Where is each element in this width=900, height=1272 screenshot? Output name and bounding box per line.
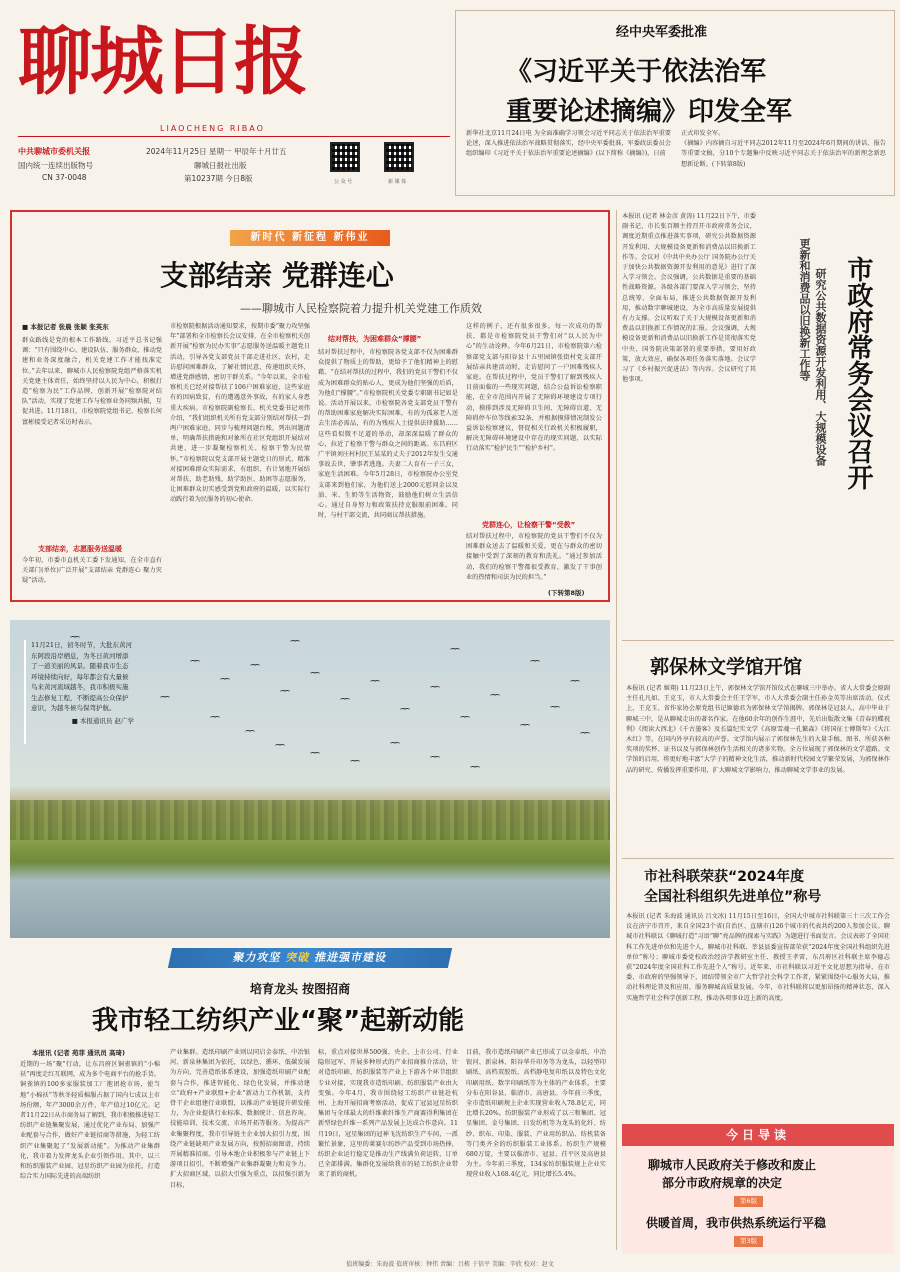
award-body: 本报讯 (记者 朱海波 通讯员 吕文冰) 11月15日至16日，全国大中城市社科联第三十三次工作会议在济宁市召开，来自全国23个省(自治区、直辖市)126个城市的代表共约200人参加会议。聊城市社科联以《聊城打造“习语”聊”亮品牌的探索与实践》为题进行书面发言。会议表彰了全国社科工作先进单位和先进个人，聊城市社科联、莘县县委宣传部荣获“2024年度全国社科组织先进单位”称号；聊城市委党校政治经济学教研室主任、教授王孝雷，东昌府区社科联主席李德志获“2024年度全国社科工作先进个人”称号。近年来，市社科联以习近平文化思想为指导，在市委、市政府的坚强领导下，团结带领全市广大哲学社会科学工作者，紧紧围绕中心服务大局，推动社科理论普及和应用，服务聊城高质量发展。今年，市社科联将以更加昂扬的精神状态，深入实施哲学社会科学创新工程，推动各项事业迈上新的高度。 <box>626 913 890 1002</box>
industry-byline: 本报讯 (记者 苑菲 通讯员 高琦) <box>32 1049 125 1057</box>
photo-caption: 11月21日，初冬时节，大批东黄河东阿段沿岸栖息，为冬日黄河增添了一道美丽的风景。随着我市生态环境持续向好，每年都会有大量候鸟来黄河流域越冬，我市积极实施生态修复工程，不断提高公众保护意识，为越冬候鸟保驾护航。 ■ 本报通讯员 赵广学 <box>24 640 134 744</box>
footer-credits: 值班编委：朱海波 值班审核：钟伟 责编：吕栋 于信平 美编：辛欣 校对：赵文 <box>346 1261 554 1268</box>
bird-silhouette <box>290 640 300 645</box>
meeting-subtitle-1: 研究公共数据资源开发利用、大规模设备 <box>814 268 827 466</box>
museum-title[interactable]: 郭保林文学馆开馆 <box>650 656 803 678</box>
feature-col3: 结对帮扶过程中，市检察院各党支部不仅为困难群众提供了物质上的帮助，更给予了他们精神上的慰藉。“在结对帮扶的过程中，我们的党员干警们不仅成为困难群众的贴心人，更成为他们坚强的后盾，为他们“撑腰”。”市检察院机关党委专职副书记如是说。活动开展以来，市检察院各党支部党员干警有的帮助困难家庭解决实际困难，有的为孤寡老人送去生活必需品，有的为残疾人士提供法律援助……这些看似微不足道的举动，却深深温暖了群众的心，拉近了检察干警与群众之间的距离。东昌府区广平镇刘庄村村民王某某的丈夫于2012年发生交通事故去世，肇事者逃逸。夫妻二人育有一子三女，家庭生活困难。今年5月28日，市检察院办公室党支部来到他们家，为他们送上2000元慰问金以及油、米、生奶等生活物资，鼓励他们树立生活信心。通过自身努力和政策扶持克服眼前困难。同时，与村干部交流，共同商议帮扶措施。 <box>318 349 458 520</box>
bird-silhouette <box>530 660 540 665</box>
photo-credit: ■ 本报通讯员 赵广学 <box>71 716 134 725</box>
bird-silhouette <box>400 708 410 713</box>
bird-silhouette <box>580 732 590 737</box>
bird-silhouette <box>430 756 440 761</box>
bird-silhouette <box>250 664 260 669</box>
guide-item1-tag: 第6版 <box>734 1196 763 1207</box>
qr-code-new-media[interactable] <box>384 142 414 172</box>
qr-label-2: 新 媒 体 <box>388 179 407 185</box>
feature-title[interactable]: 支部结亲 党群连心 <box>160 259 394 292</box>
feature-byline: ■ 本报记者 张晨 张颖 张英东 <box>22 323 109 331</box>
award-title-line1[interactable]: 市社科联荣获“2024年度 <box>644 869 805 885</box>
industry-banner: 聚力攻坚 突破 推进强市建设 <box>168 948 452 968</box>
feature-continue: (下转第8版) <box>548 589 585 597</box>
divider-award <box>622 858 894 859</box>
bird-silhouette <box>460 716 470 721</box>
guide-item2[interactable]: 供暖首周，我市供热系统运行平稳 <box>646 1216 827 1230</box>
masthead-pinyin: LIAOCHENG RIBAO <box>160 124 265 133</box>
bird-silhouette <box>245 730 255 735</box>
feature-kicker: 新时代 新征程 新伟业 <box>230 230 390 246</box>
feature-col1b: 今年初，市委市直机关工委下发通知，在全市直有关部门(单位)广泛开展“支部结亲 党群连心 聚力灾疑”活动。 <box>22 557 162 585</box>
bird-silhouette <box>350 760 360 765</box>
divider-museum <box>622 640 894 641</box>
feature-subhead-1: 支部结亲，志愿服务送温暖 <box>38 545 122 553</box>
bird-silhouette <box>370 680 380 685</box>
issue-date: 2024年11月25日 星期一 甲辰年十月廿五 <box>146 147 287 156</box>
masthead-divider <box>18 136 450 137</box>
feature-col2: 市检察院根据活动通知要求，按期市委“聚力攻坚强年”部署和全市检察长会议安排，在全市检察机关创新开展“检察为民办实事”志愿服务送温暖主题党日活动，引导各党支部党员干部走进社区、农村，走访慰问困难群众，了解社情民意，传递组织关怀，增进党群感情，密切干群关系。“今年以来，全市检察机关已经对接帮扶了106户困难家庭，这些家庭有的因病致贫，有的遭遇意外事故，有的家人身患重大疾病。市检察院副检察长、机关党委书记刘伟介绍，“我们组织机关所有党支部分别结对帮扶一到两户困难家庭，同步与梳理问题台账，列出问题清单，明确帮扶措施和对象所在社区党组织开展结对共建，进一步凝聚检察机关、检察干警为民情怀。”市检察院以党支部开展主题党日的形式，精准对接困难群众实际需求，有组织、有计划地开展结对帮扶，助老助残、助学助医、助困等志愿服务，让困难群众切实感受到党和政府的温暖，以实际行动践行着为民服务的初心使命。 <box>170 323 310 504</box>
cn-code: 国内统一连续出版物号 <box>18 161 93 170</box>
industry-title[interactable]: 我市轻工纺织产业“聚”起新动能 <box>92 1006 465 1036</box>
industry-col1: 近期的一场“聚”行动，让东昌府区铜雀镇的“小棉袄”再度走红互联网，成为多个电商平台的抢手货。铜雀镇的100多家服装加工厂抱团抢市场，使当地“小棉袄”等秋冬轻质棉服占据了国内七成以上市场份额，年产3000余万件，年产值过10亿元。记者11月22日从市商务局了解到，我市积极推进轻工纺织产业链集聚发展，通过优化产业布局、加强产业配套与合作，做好产业链招商等措施，为轻工纺织产业集聚起了“发展新动能”。为推动产业集群化，我市着力发挥龙头企业引领作用。其中，以三和纺织服装产业园、冠星纺织产业园为依托，打造综合实力国际先进的高端纺织 <box>20 1061 160 1181</box>
top-story-col1: 新华社北京11月24日电 为全面准确学习领会习近平同志关于依法治军重要论述，深入推进依法治军战略贯彻落实，经中央军委批准，军委政法委员会组织编印《习近平关于依法治军重要论述摘编》(以下简称《摘编》)，日前 <box>466 130 671 158</box>
qr-code-official-account[interactable] <box>330 142 360 172</box>
meeting-title[interactable]: 市政府常务会议召开 <box>843 256 873 490</box>
guide-item1-line1[interactable]: 聊城市人民政府关于修改和废止 <box>648 1158 817 1172</box>
bird-silhouette <box>520 724 530 729</box>
qr-label-1: 公 众 号 <box>334 179 353 185</box>
bird-silhouette <box>550 706 560 711</box>
industry-col2: 产业集群。造纸印刷产业则以同启金泰纸、中冶银河、新泉林集团为依托，以绿色、循环、低碳发展为方向，完善造纸体系建设，加强造纸印刷产业配套与合作，推进智能化、绿色化发展，并推动建立“政府+产业联盟+企业”新动力工作机制，支持骨干企业组建行业联盟，以推动产业链提升研发能力，为企业提供行业标准、数据统计、信息咨询、技能培训、技术交流、市场开拓等服务。为提高产业集聚程度，我市引导链主企业加大招引力度，围绕产业链缺项产业发展方向，按照招商图谱，持续开展精准招商。引导本地企业积极参与产业链上下游项目招引，不断增强产业集群凝聚力和竞争力。扩大招商区域，以招大引强为重点，以招强引新为目标， <box>170 1049 310 1189</box>
meeting-body: 本报讯 (记者 林金彦 黄涛) 11月22日下午，市委副书记、市长张百顺主持召开市政府常务会议，调度近期重点推进落实事项，研究公共数据资源开发利用、大规模设备更新和消费品以旧换新工作等。会议对《中共中央办公厅 国务院办公厅关于加快公共数据资源开发利用的意见》进行了深入学习领会。会议强调，公共数据是重要的基础性战略资源。各级各部门要深入学习领会，坚持总统筹、全面布局，推进公共数据资源开发利用，推动数字聊城建设，为全市高质量发展提供有力支撑。会议听取了关于大规模设备更新和消费品以旧换新工作情况的汇报。会议强调，大规模设备更新和消费品以旧换新工作是贯彻落实党中央、国务院决策部署的重要举措，要用好政策，放大效应，确保各项任务落实落地。会议学习了《乡村振兴促进法》等内容。会议研究了其他事项。 <box>622 213 756 384</box>
industry-col4: 目前，我市造纸印刷产业已形成了以金泰纸、中冶银河、新泉林、阳谷华升印务等为龙头，以轻型印刷纸、高档双胶纸、高档静电复印纸以及特色文化印刷用纸、数字印刷纸等为主体的产业体系，主要分布在阳谷县、临清市、高唐县。今年前三季度，全市造纸印刷规上企业实现营业收入78.8亿元，同比增长20%。纺织服装产业形成了以三和集团、冠星集团、金号集团、日发纺机等为龙头的化纤、纺纱、织布、印染、服装、产业用纺织品、纺机装备等门类齐全的纺织服装工业体系。纺织生产规模680万锭，主要以临清市、冠县、茌平区及高唐县为主。今年前三季度，134家纺织服装规上企业实现营业收入168.4亿元，同比增长5.4%。 <box>466 1049 606 1179</box>
bird-silhouette <box>310 672 320 677</box>
guide-heading: 今日导读 <box>622 1124 894 1146</box>
bird-silhouette <box>470 766 480 771</box>
feature-col1a: 群众路线是党的根本工作路线。习近平总书记强调：“只有围绕中心、建设队伍、服务群众，推动党建和业务深度融合，机关党建工作才能找准定位。”去年以来，聊城市人民检察院党组严格落实机关党建主体责任，始终坚持以人民为中心，积极打造“检察为民”工作品牌，创新开展“检察院对结队”活动，实现了党建工作与检察业务同频共振，互促共进。11月18日，市检察院党组书记、检察长何富彬接受记者采访时表示。 <box>22 337 162 426</box>
sponsor-line: 中共聊城市委机关报 <box>18 147 90 156</box>
bird-silhouette <box>430 686 440 691</box>
bird-silhouette <box>310 752 320 757</box>
bird-silhouette <box>390 742 400 747</box>
column-divider <box>616 210 617 1250</box>
guide-item1-line2[interactable]: 部分市政府规章的决定 <box>662 1176 783 1190</box>
top-story-kicker: 经中央军委批准 <box>616 25 708 40</box>
bird-silhouette <box>450 648 460 653</box>
top-story-col2: 正式印发全军。 《摘编》内容摘自习近平同志2012年11月至2024年6月期间的讲话、报告等重要文稿，分10个专题集中反映习近平同志关于依法治军的新理念新思想新论断。(下转第8版) <box>681 130 886 168</box>
photo-treeline <box>10 800 610 840</box>
bird-silhouette <box>210 716 220 721</box>
feature-subhead-3: 党群连心，让检察干警“受教” <box>482 521 576 529</box>
feature-subhead-2: 结对帮扶，为困难群众“撑腰” <box>328 335 422 343</box>
today-guide <box>622 1124 894 1254</box>
award-title-line2[interactable]: 全国社科组织先进单位”称号 <box>644 889 822 905</box>
top-story-box <box>455 10 895 196</box>
bird-silhouette <box>220 678 230 683</box>
industry-kicker: 培育龙头 按图招商 <box>250 982 351 996</box>
bird-silhouette <box>190 660 200 665</box>
masthead-title: 聊城日报 <box>18 19 306 105</box>
bird-silhouette <box>570 680 580 685</box>
bird-silhouette <box>490 694 500 699</box>
industry-col3: 标，重点对接世界500强、央企、上市公司、行业隐形冠军、开展多种形式的产业招商推介活动，针对造纸印刷、纺织服装等产业上下游各个环节组织专业对接，实现我市造纸印刷、纺织服装产业由大变强。今年4月，我市围绕轻工纺织产业链赴杭州、上海开展招商考察活动，促成了冠县冠星纺织集团与全球最大的纤维素纤维生产商赛得利集团在新型绿色纤维一系列产品发展上达成合作意向。11月19日，冠星集团的冠神飞沈纺织生产车间，一派繁忙景象，这里的莱赛尔纺纱产品受到市场热捧，纺织企业运行稳定是推动生产线满负荷运转，订单已全部排满。集群化发展给我市的轻工纺织企业带来了新的商机。 <box>318 1049 458 1179</box>
bird-silhouette <box>275 744 285 749</box>
top-story-title-line2[interactable]: 重要论述摘编》印发全军 <box>506 97 793 127</box>
bird-silhouette <box>340 698 350 703</box>
bird-silhouette <box>160 696 170 701</box>
feature-col4a: 这样的例子，还有很多很多。每一次成功的帮扶，都是市检察院党员干警们对“以人民为中心”的生动诠释。今年6月21日，市检察院第六检察部党支部与阳谷县十五里园镇张街村党支部开展结亲共建活动时，走访慰问了一户困难残疾人家庭。在帮扶过程中，党员干警们了解到残疾人目前面临的一些现实问题，结合公益诉讼检察职能，在全市范围内开展了无障碍环境建设专项行动，摸排到涉及无障碍卫生间、无障碍盲道、无障碍停车位等线索32条，并根据摸排情况制发公益诉讼检察建议，督促相关行政机关积极履职，解决无障碍环境建设中存在的现实问题，以实际行动落实“检护民生”“检护乡村”。 <box>466 323 602 453</box>
cn-number: CN 37-0048 <box>42 173 87 182</box>
issue-number: 第10237期 今日8版 <box>184 174 253 183</box>
bird-silhouette <box>280 690 290 695</box>
feature-subtitle: ——聊城市人民检察院着力提升机关党建工作质效 <box>240 302 482 315</box>
guide-item2-tag: 第3版 <box>734 1236 763 1247</box>
top-story-title-line1[interactable]: 《习近平关于依法治军 <box>506 57 767 87</box>
feature-col4b: 结对帮扶过程中，市检察院的党员干警们不仅为困难群众送去了温暖和关爱，更在与群众的密切接触中受到了深刻的教育和洗礼。“通过参加活动，我们的检察干警都很受教育，激发了干事创业的热情和司法为民的担当。” <box>466 533 602 581</box>
publisher: 聊城日报社出版 <box>194 161 247 170</box>
meeting-subtitle-2: 更新和消费品以旧换新工作等 <box>798 238 811 381</box>
museum-body: 本报讯 (记者 姬翔) 11月23日上午，郭保林文学馆开馆仪式在聊城三中举办。省人大常委会原副主任孔凡如、王克玉，市人大常委会主任王学军，市人大常委会副主任孙金英等出席活动。仪式上，王克玉、省作家协会原党组书记姬德君为郭保林文学馆揭牌。郭保林是冠县人，高中毕业于聊城三中，是从聊城走出的著名作家。在他60余年的创作生涯中，先后出版散文集《青春的蝶祝利》《阅读大西北》《千古墨客》及长篇纪实文学《高原雪魂一孔繁森》《将国征士傅斯年》《大江木红》等，在国内外享有较高的声誉。文学馆内展示了郭保林先生的大量手稿、图书、所获各种奖项的奖杯、证书以及与郭保林创作生活相关的诸多实物。全方位展现了郭保林的文学道路。文学馆的启用，将更好地丰富“大学子的精神文化生活，推动新时代校园文学繁荣发展，为郭保林作品的研究、传播发挥重要作用，扩大聊城文学影响力，推动聊城文学事业的发展。 <box>626 685 890 774</box>
